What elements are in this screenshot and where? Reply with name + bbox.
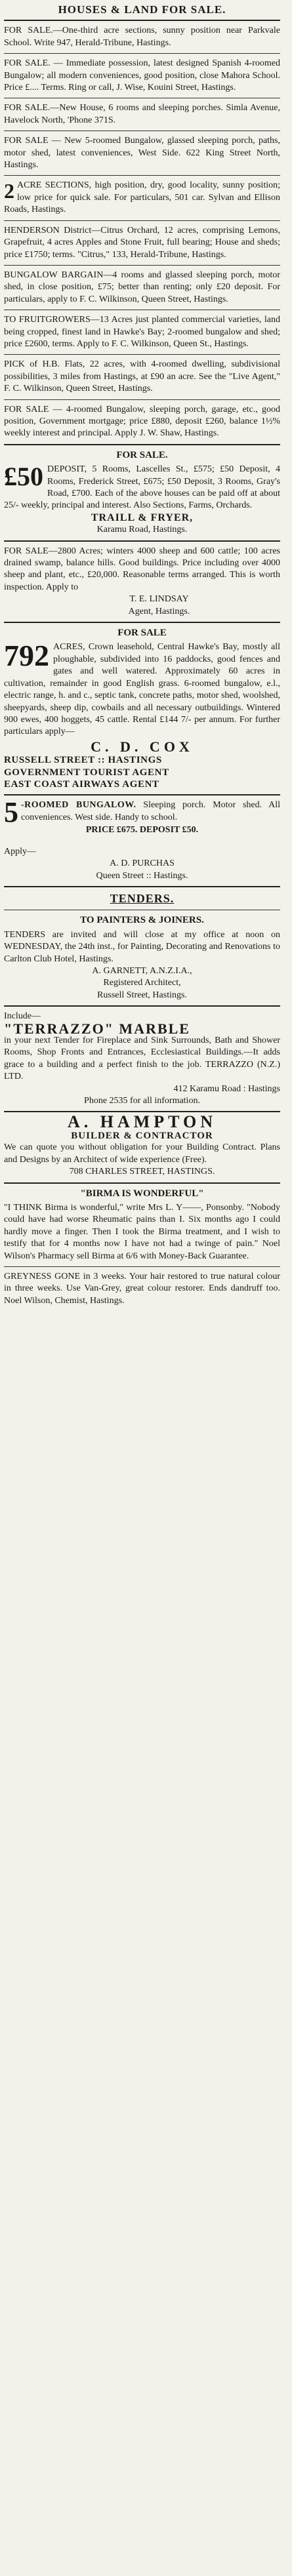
divider xyxy=(4,1005,280,1007)
agency-name: C. D. COX xyxy=(91,738,194,755)
divider xyxy=(4,175,280,176)
agency-address: RUSSELL STREET :: HASTINGS xyxy=(4,755,162,766)
ad-title: "BIRMA IS WONDERFUL" xyxy=(80,1188,204,1199)
ad-body: ACRES, Crown leasehold, Central Hawke's Bay, mostly all ploughable, subdivided into 16 paddocks, good fences and gates and well watered. Approximately 60 acres in cultivation, remainder in good English grass. 6-roomed bungalow, e.l., electric range, h. and c., septic tank, concrete paths, motor shed, woolshed, sheepyards, sheep dip, cowbails and all necessary outbuildings. Wintered 900 ewes, 400 hoggets, 45 cattle. Rental £144 7/- per annum. For further particulars apply— xyxy=(4,642,280,737)
traill-fryer-ad xyxy=(4,449,280,536)
ad-item: PICK of H.B. Flats, 22 acres, with 4-roomed dwelling, subdivisional possibilities, 3 miles from Hastings, at £90 an acre. See the "Live Agent," F. C. Wilkinson, Queen Street, Hastings. xyxy=(4,359,280,394)
divider xyxy=(4,794,280,795)
divider xyxy=(4,1182,280,1184)
ad-item: 2 ACRE SECTIONS, high position, dry, good locality, sunny position; low price for quick sale. For particulars, 501 car. Sylvan and Ellison Roads, Hastings. xyxy=(4,179,280,215)
ad-title: FOR SALE. xyxy=(116,449,168,460)
acres-number: 792 xyxy=(4,639,49,673)
terrazzo-title: "TERRAZZO" MARBLE xyxy=(4,1020,190,1037)
agent-name: A. D. PURCHAS xyxy=(110,858,175,869)
ad-body: GREYNESS GONE in 3 weeks. Your hair restored to true natural colour in three weeks. Use Van-Grey, great colour restorer. Ends dandruff too. Noel Wilson, Chemist, Hastings. xyxy=(4,1271,280,1306)
ad-item: FOR SALE — New 5-roomed Bungalow, glassed sleeping porch, paths, motor shed, latest conveniences, West Side. 622 King Street North, Hastings. xyxy=(4,136,280,171)
divider xyxy=(4,1266,280,1267)
divider xyxy=(4,399,280,400)
ad-item: FOR SALE. — Immediate possession, latest designed Spanish 4-roomed Bungalow; all modern conveniences, good position, close Mahora School. Price £.... Terms. Ring or call, J. Wise, Kouini Street, Hastings. xyxy=(4,58,280,93)
purchas-bungalow-ad xyxy=(4,796,281,882)
ad-body: in your next Tender for Fireplace and Sink Surrounds, Bath and Shower Rooms, Shop Fronts and Entrances, Ecclesiastical Buildings.—It adds grace to a building and a perfect finish to the job. TERRAZZO (N.Z.) LTD. xyxy=(4,1036,280,1082)
ad-body: We can quote you without obligation for your Building Contract. Plans and Designs by an Architect of wide experience (Free). xyxy=(4,1142,280,1165)
include-label: Include— xyxy=(4,1011,41,1022)
agency-role: EAST COAST AIRWAYS AGENT xyxy=(4,778,159,790)
ad-item: BUNGALOW BARGAIN—4 rooms and glassed sleeping porch, motor shed, in close position, £75; better than renting; only £20 deposit. For particulars, apply to F. C. Wilkinson, Queen Street, Hastings. xyxy=(4,270,280,304)
tender-body: TENDERS are invited and will close at my office at noon on WEDNESDAY, the 24th inst., for Painting, Decorating and Renovations to Carlton Club Hotel, Hastings. xyxy=(4,929,280,964)
terrazzo-phone: Phone 2535 for all information. xyxy=(84,1096,200,1106)
ad-body: DEPOSIT, 5 Rooms, Lascelles St., £575; £50 Deposit, 4 Rooms, Frederick Street, £675; £50 Deposit, 3 Rooms, Gray's Road, £700. Each of the above houses can be paid off at about 25/- weekly, principal and interest. Also Sections, Farms, Orchards. xyxy=(4,464,280,511)
firm-address: Karamu Road, Hastings. xyxy=(96,525,188,535)
divider xyxy=(4,53,280,54)
ad-heading: -ROOMED BUNGALOW. xyxy=(21,800,136,811)
greyness-ad xyxy=(4,1271,280,1307)
tender-subtitle: TO PAINTERS & JOINERS. xyxy=(80,915,204,926)
builder-role: BUILDER & CONTRACTOR xyxy=(71,1130,213,1141)
terrazzo-address: 412 Karamu Road : Hastings xyxy=(173,1083,280,1094)
architect-role: Registered Architect, xyxy=(103,978,181,988)
ad-body: Sleeping porch. Motor shed. All conveniences. West side. Handy to school. xyxy=(21,800,281,822)
section-title: HOUSES & LAND FOR SALE. xyxy=(58,3,226,16)
divider xyxy=(4,444,280,445)
divider xyxy=(4,540,280,542)
ad-body: FOR SALE—2800 Acres; winters 4000 sheep and 600 cattle; 100 acres drained swamp, balance hills. Good buildings. Price including over 4000 sheep and plant, etc., £20,000. Reasonable terms arranged. This is worth inspection. Apply to xyxy=(4,546,280,592)
apply-label: Apply— xyxy=(4,846,36,856)
ad-item: TO FRUITGROWERS—13 Acres just planted commercial varieties, land being cropped, finest land in Hawke's Bay; 2-roomed bungalow and shed; price £2600, terms. Apply to F. C. Wilkinson, Queen St., Hastings. xyxy=(4,315,280,349)
ad-body: "I THINK Birma is wonderful," write Mrs L. Y——, Ponsonby. "Nobody could have had worse Rheumatic pains than I. Six months ago I could hardly move a finger. Then I took the Birma treatment, and I wish to testify that for 4 months now I have not had a twinge of pain." Noel Wilson's Pharmacy sell Birma at 6/6 with Money-Back Guarantee. xyxy=(4,1202,280,1261)
price-line: PRICE £675. DEPOSIT £50. xyxy=(85,825,199,835)
cox-agency xyxy=(4,738,280,791)
agent-name: T. E. LINDSAY xyxy=(129,594,189,605)
hampton-ad xyxy=(4,1112,280,1178)
builder-name: A. HAMPTON xyxy=(67,1112,217,1132)
divider xyxy=(4,265,280,266)
ad-item: FOR SALE.—One-third acre sections, sunny position near Parkvale School. Write 947, Herald-Tribune, Hastings. xyxy=(4,26,280,48)
builder-address: 708 CHARLES STREET, HASTINGS. xyxy=(69,1167,215,1177)
lindsay-farm-ad xyxy=(4,546,280,618)
agency-role: GOVERNMENT TOURIST AGENT xyxy=(4,767,169,778)
agent-address: Queen Street :: Hastings. xyxy=(96,870,188,881)
divider xyxy=(4,220,280,221)
crown-lease-ad xyxy=(4,627,280,738)
deposit-amount: £50 xyxy=(4,462,43,492)
ad-item: HENDERSON District—Citrus Orchard, 12 acres, comprising Lemons, Grapefruit, 4 acres Apples and Stone Fruit, full bearing; House and sheds; price £1750; terms. "Citrus," 133, Herald-Tribune, Hastings. xyxy=(4,225,280,260)
ad-drop-number: 2 xyxy=(4,179,14,203)
tenders-heading: TENDERS. xyxy=(110,891,175,905)
divider xyxy=(4,886,280,887)
agent-address: Agent, Hastings. xyxy=(128,606,190,616)
divider xyxy=(4,354,280,355)
birma-ad xyxy=(4,1188,280,1262)
architect-address: Russell Street, Hastings. xyxy=(97,990,187,1000)
terrazzo-ad xyxy=(4,1011,280,1107)
divider xyxy=(4,622,280,623)
rooms-number: 5 xyxy=(4,796,18,829)
ad-item: FOR SALE.—New House, 6 rooms and sleeping porches. Simla Avenue, Havelock North, 'Phone 371S. xyxy=(4,103,280,125)
ad-title: FOR SALE xyxy=(117,628,167,639)
firm-name: TRAILL & FRYER, xyxy=(91,512,194,523)
garnett-tender xyxy=(4,914,280,1001)
architect-name: A. GARNETT, A.N.Z.I.A., xyxy=(92,966,192,976)
divider xyxy=(4,20,280,21)
ad-item: FOR SALE — 4-roomed Bungalow, sleeping porch, garage, etc., good position, Government mortgage; price £880, deposit £260, balance 1½% weekly interest and principal. Apply J. W. Shaw, Hastings. xyxy=(4,404,280,439)
